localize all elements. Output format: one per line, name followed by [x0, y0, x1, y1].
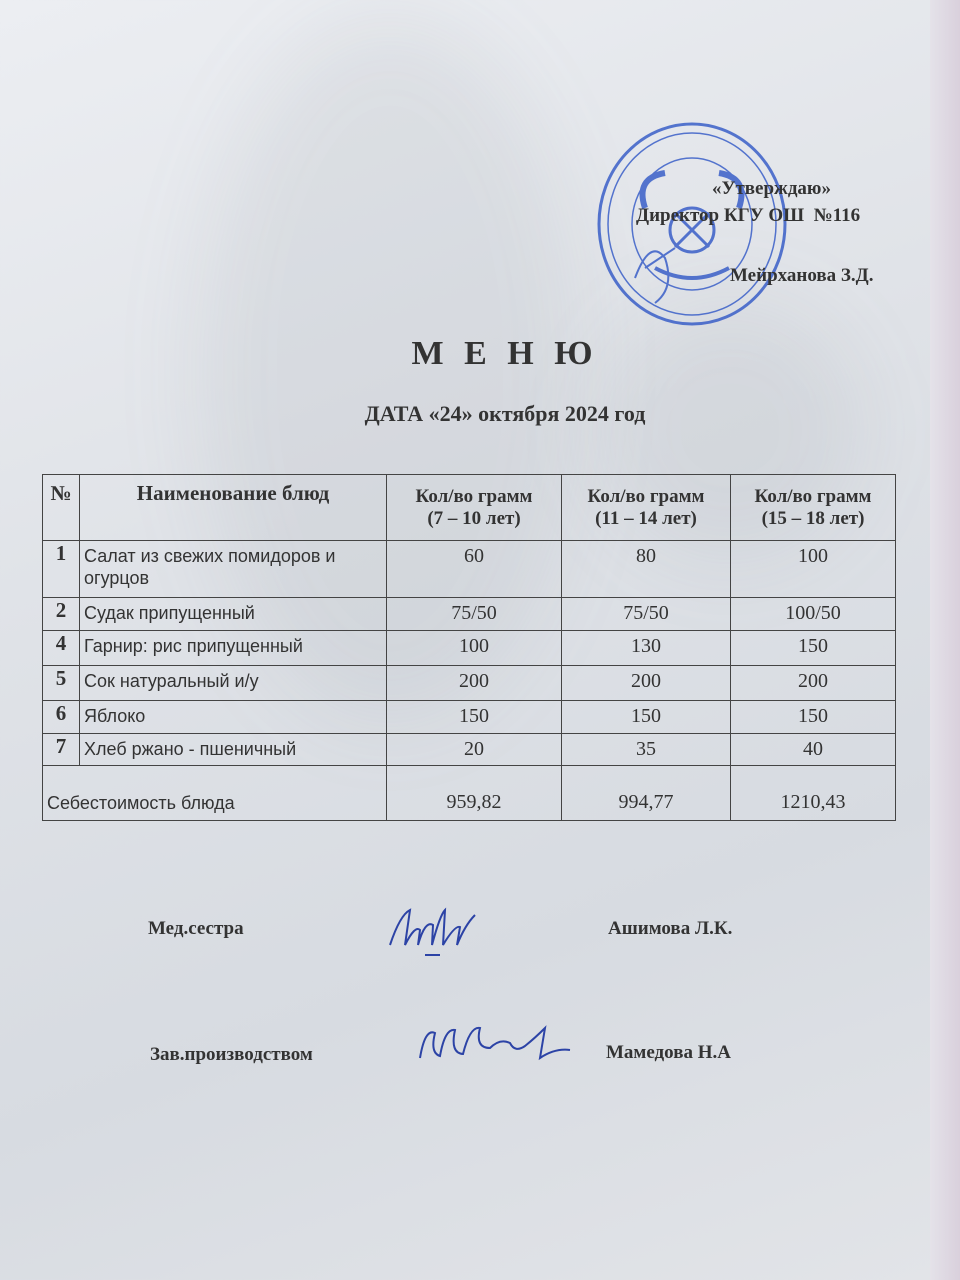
row-number: 2 [43, 598, 80, 631]
row-number: 7 [43, 734, 80, 766]
page-title: М Е Н Ю [411, 335, 599, 372]
table-row [43, 701, 896, 734]
dish-name: Сок натуральный и/у [80, 666, 387, 701]
header-dish: Наименование блюд [80, 475, 387, 541]
dish-name: Хлеб ржано - пшеничный [80, 734, 387, 766]
director-name: Мейрханова З.Д. [730, 265, 874, 286]
menu-table [42, 474, 896, 821]
dish-name: Гарнир: рис припущенный [80, 631, 387, 666]
dish-name: Судак припущенный [80, 598, 387, 631]
table-row [43, 666, 896, 701]
header-grams-11-14 [562, 475, 731, 541]
grams-11-14: 200 [562, 666, 731, 701]
total-cost-label: Себестоимость блюда [43, 766, 387, 821]
table-row [43, 541, 896, 598]
nurse-name: Ашимова Л.К. [608, 918, 733, 939]
grams-15-18: 150 [731, 631, 896, 666]
grams-15-18: 150 [731, 701, 896, 734]
production-head-role: Зав.производством [150, 1044, 313, 1065]
header-age: (7 – 10 лет) [427, 507, 521, 529]
grams-15-18: 200 [731, 666, 896, 701]
nurse-signature [385, 895, 485, 965]
table-total-row [43, 766, 896, 821]
production-head-name: Мамедова Н.А [606, 1042, 731, 1063]
grams-11-14: 130 [562, 631, 731, 666]
grams-11-14: 35 [562, 734, 731, 766]
header-label: Кол/во грамм [587, 485, 705, 507]
grams-7-10: 100 [387, 631, 562, 666]
header-label: Кол/во грамм [415, 485, 533, 507]
table-header-row [43, 475, 896, 541]
total-15-18: 1210,43 [731, 766, 896, 821]
header-grams-15-18 [731, 475, 896, 541]
nurse-role: Мед.сестра [148, 918, 244, 939]
header-grams-7-10 [387, 475, 562, 541]
row-number: 1 [43, 541, 80, 598]
row-number: 6 [43, 701, 80, 734]
grams-7-10: 150 [387, 701, 562, 734]
production-head-signature [415, 1018, 575, 1068]
grams-7-10: 75/50 [387, 598, 562, 631]
menu-date: ДАТА «24» октября 2024 год [364, 401, 646, 426]
total-11-14: 994,77 [562, 766, 731, 821]
header-number: № [43, 475, 80, 541]
table-row [43, 598, 896, 631]
header-age: (15 – 18 лет) [761, 507, 865, 529]
grams-7-10: 20 [387, 734, 562, 766]
page-edge [930, 0, 960, 1280]
header-label: Кол/во грамм [754, 485, 872, 507]
grams-15-18: 100/50 [731, 598, 896, 631]
row-number: 5 [43, 666, 80, 701]
grams-15-18: 100 [731, 541, 896, 598]
director-position: Директор КГУ ОШ №116 [636, 205, 861, 226]
dish-name: Салат из свежих помидоров и огурцов [80, 541, 387, 598]
dish-name: Яблоко [80, 701, 387, 734]
grams-11-14: 80 [562, 541, 731, 598]
table-row [43, 734, 896, 766]
grams-7-10: 200 [387, 666, 562, 701]
row-number: 4 [43, 631, 80, 666]
grams-11-14: 150 [562, 701, 731, 734]
grams-7-10: 60 [387, 541, 562, 598]
grams-15-18: 40 [731, 734, 896, 766]
table-row [43, 631, 896, 666]
total-7-10: 959,82 [387, 766, 562, 821]
grams-11-14: 75/50 [562, 598, 731, 631]
approve-label: «Утверждаю» [712, 178, 831, 199]
header-age: (11 – 14 лет) [595, 507, 697, 529]
